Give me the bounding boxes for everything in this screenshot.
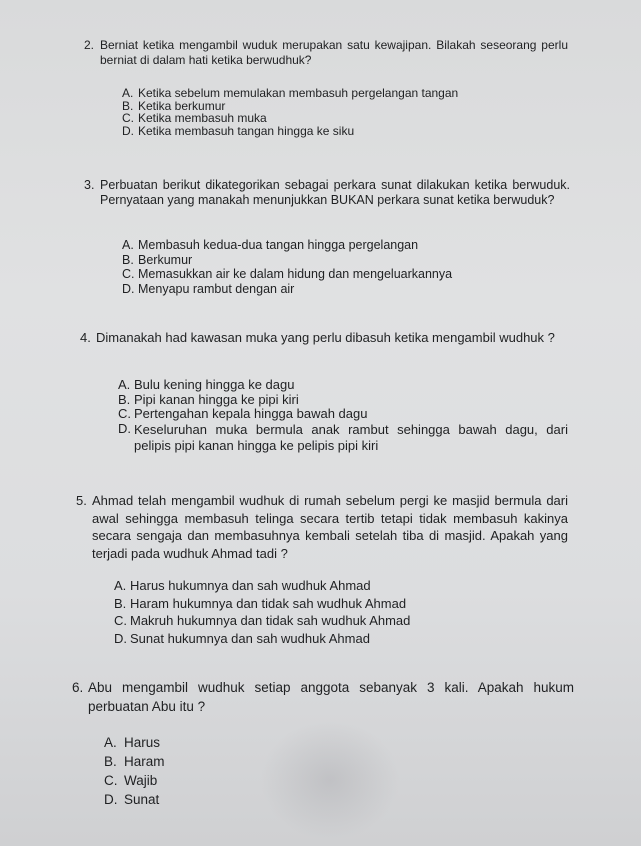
question-6 <box>72 678 574 716</box>
question-number: 2. <box>84 38 95 52</box>
options-6 <box>104 733 165 809</box>
option-c: C. Memasukkan air ke dalam hidung dan mengeluarkannya <box>122 267 453 281</box>
option-a: A. Membasuh kedua-dua tangan hingga pergelangan <box>122 238 419 252</box>
option-a: A. Harus hukumnya dan sah wudhuk Ahmad <box>114 578 371 593</box>
option-c: C. Ketika membasuh muka <box>122 111 267 125</box>
options-4 <box>118 378 568 454</box>
question-5 <box>76 492 568 562</box>
option-c: C. Makruh hukumnya dan tidak sah wudhuk Ahmad <box>114 613 411 628</box>
option-c: C. Pertengahan kepala hingga bawah dagu <box>118 406 368 421</box>
photo-shadow <box>260 720 400 840</box>
option-b: B. Pipi kanan hingga ke pipi kiri <box>118 391 299 407</box>
option-d: D. Ketika membasuh tangan hingga ke siku <box>122 123 355 138</box>
question-3 <box>84 178 570 207</box>
option-b: B. Haram hukumnya dan tidak sah wudhuk Ahmad <box>114 595 407 611</box>
question-4 <box>80 330 566 346</box>
option-a: A. Harus <box>104 735 161 750</box>
option-b: B. Ketika berkumur <box>122 98 226 113</box>
question-stem: Dimanakah had kawasan muka yang perlu dibasuh ketika mengambil wudhuk ? <box>96 330 555 345</box>
option-c: C. Wajib <box>104 773 158 788</box>
question-stem: Perbuatan berikut dikategorikan sebagai perkara sunat dilakukan ketika berwuduk. Pernyataan yang manakah menunjukkan BUKAN perkara sunat ketika berwuduk? <box>100 178 570 207</box>
question-number: 4. <box>80 330 91 345</box>
options-5 <box>114 577 410 647</box>
question-stem: Berniat ketika mengambil wuduk merupakan satu kewajipan. Bilakah seseorang perlu berniat di dalam hati ketika berwudhuk? <box>100 38 568 67</box>
question-stem: Ahmad telah mengambil wudhuk di rumah sebelum pergi ke masjid bermula dari awal sehingga membasuh telinga secara tertib tetapi tidak membasuh kakinya secara sengaja dan membasuhnya kembali setelah tiba di masjid. Apakah yang terjadi pada wudhuk Ahmad tadi ? <box>92 493 568 561</box>
option-b: B. Berkumur <box>122 252 193 267</box>
option-d: D. Sunat hukumnya dan sah wudhuk Ahmad <box>114 630 370 646</box>
option-a: A. Bulu kening hingga ke dagu <box>118 377 295 392</box>
question-number: 6. <box>72 680 84 695</box>
options-2 <box>122 87 458 137</box>
question-2 <box>84 38 568 68</box>
option-b: B. Haram <box>104 754 165 769</box>
options-3 <box>122 238 452 296</box>
option-d: D. Menyapu rambut dengan air <box>122 281 295 296</box>
question-number: 5. <box>76 493 87 508</box>
option-d: D. Sunat <box>104 792 160 807</box>
option-a: A. Ketika sebelum memulakan membasuh pergelangan tangan <box>122 86 459 100</box>
option-d: D. Keseluruhan muka bermula anak rambut sehingga bawah dagu, dari pelipis pipi kanan hingga ke pelipis pipi kiri <box>118 420 568 453</box>
question-number: 3. <box>84 178 95 192</box>
question-stem: Abu mengambil wudhuk setiap anggota sebanyak 3 kali. Apakah hukum perbuatan Abu itu ? <box>88 680 574 714</box>
